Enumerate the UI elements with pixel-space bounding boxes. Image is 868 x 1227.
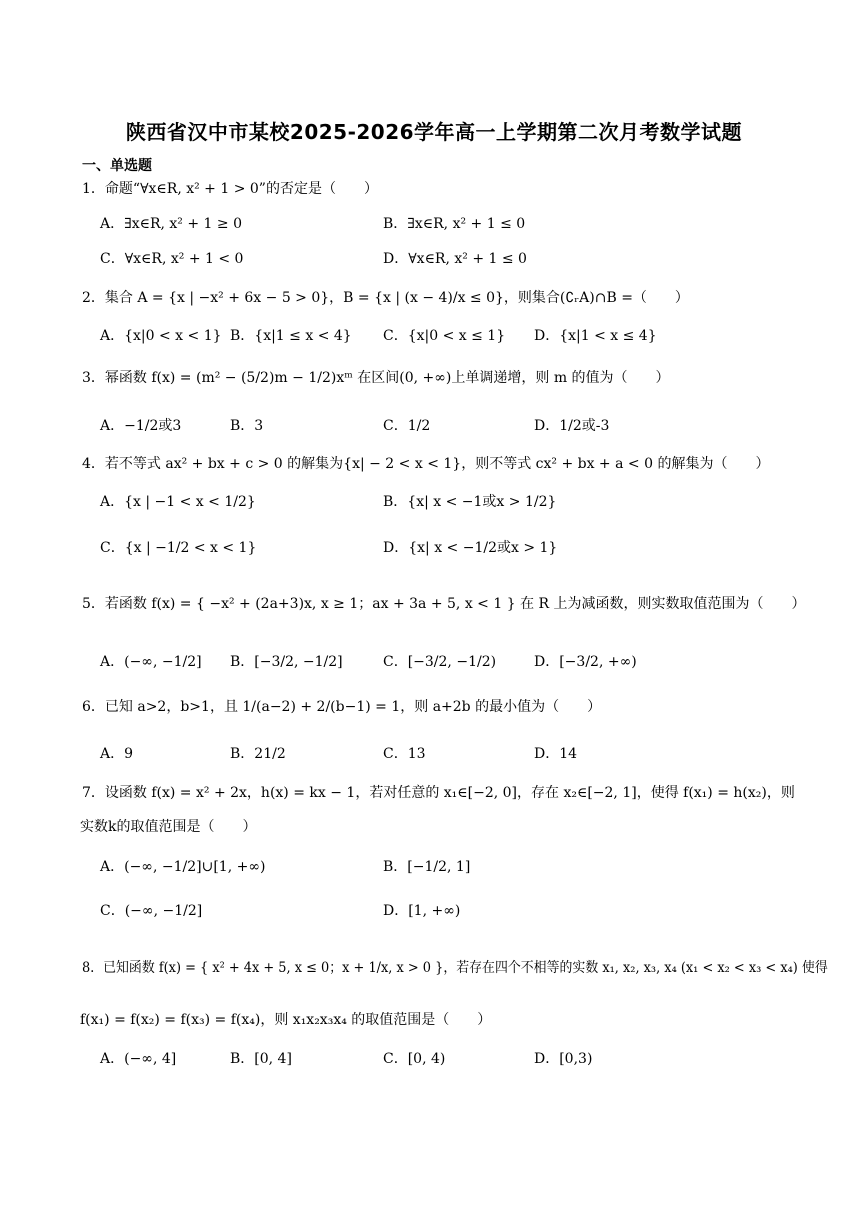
question-7-stem-continued: 实数k的取值范围是（ ）: [80, 819, 257, 835]
question-1-options-row-1: [100, 212, 800, 236]
option-b[interactable]: B．∃x∈R, x² + 1 ≤ 0: [383, 216, 526, 232]
question-5-options: [100, 650, 800, 674]
question-6-options: [100, 742, 800, 766]
question-1-options-row-2: [100, 247, 800, 271]
question-7-stem: 7．设函数 f(x) = x² + 2x，h(x) = kx − 1，若对任意的 x₁∈[−2, 0]，存在 x₂∈[−2, 1]，使得 f(x₁) = h(x₂)，则: [82, 785, 795, 801]
option-c[interactable]: C．1/2: [383, 418, 431, 434]
page-title: 陕西省汉中市某校2025-2026学年高一上学期第二次月考数学试题: [125, 120, 743, 144]
question-3-stem: 3．幂函数 f(x) = (m² − (5/2)m − 1/2)xᵐ 在区间(0, +∞)上单调递增，则 m 的值为（ ）: [82, 370, 670, 386]
option-c[interactable]: C．[0, 4): [383, 1051, 446, 1067]
option-a[interactable]: A．{x|0 < x < 1}: [100, 328, 222, 344]
question-4-stem: 4．若不等式 ax² + bx + c > 0 的解集为{x| − 2 < x < 1}，则不等式 cx² + bx + a < 0 的解集为（ ）: [82, 456, 770, 472]
option-b[interactable]: B．21/2: [230, 746, 286, 762]
question-6-stem: 6．已知 a>2，b>1，且 1/(a−2) + 2/(b−1) = 1，则 a+2b 的最小值为（ ）: [82, 699, 602, 715]
option-d[interactable]: D．14: [534, 746, 578, 762]
option-c[interactable]: C．(−∞, −1/2]: [100, 903, 203, 919]
question-7-options-row-2: [100, 899, 800, 923]
option-c[interactable]: C．{x|0 < x ≤ 1}: [383, 328, 506, 344]
option-b[interactable]: B．[−3/2, −1/2]: [230, 654, 343, 670]
question-2-options: [100, 324, 800, 348]
option-b[interactable]: B．{x|1 ≤ x < 4}: [230, 328, 352, 344]
option-b[interactable]: B．{x| x < −1或x > 1/2}: [383, 494, 557, 510]
section-heading: 一、单选题: [82, 158, 152, 174]
option-d[interactable]: D．[0,3): [534, 1051, 593, 1067]
question-5-stem: 5．若函数 f(x) = { −x² + (2a+3)x, x ≥ 1；ax + 3a + 5, x < 1 } 在 R 上为减函数，则实数取值范围为（ ）: [82, 596, 806, 612]
question-8-stem-continued: f(x₁) = f(x₂) = f(x₃) = f(x₄)，则 x₁x₂x₃x₄ 的取值范围是（ ）: [80, 1012, 492, 1028]
option-d[interactable]: D．{x| x < −1/2或x > 1}: [383, 540, 558, 556]
option-c[interactable]: C．∀x∈R, x² + 1 < 0: [100, 251, 244, 267]
option-a[interactable]: A．(−∞, 4]: [100, 1051, 177, 1067]
option-d[interactable]: D．∀x∈R, x² + 1 ≤ 0: [383, 251, 527, 267]
option-a[interactable]: A．9: [100, 746, 134, 762]
option-a[interactable]: A．(−∞, −1/2]∪[1, +∞): [100, 859, 266, 875]
question-7-options-row-1: [100, 855, 800, 879]
question-1-stem: 1．命题“∀x∈R, x² + 1 > 0”的否定是（ ）: [82, 181, 378, 197]
option-d[interactable]: D．[−3/2, +∞): [534, 654, 637, 670]
question-4-options-row-2: [100, 536, 800, 560]
option-b[interactable]: B．[−1/2, 1]: [383, 859, 471, 875]
question-4-options-row-1: [100, 490, 800, 514]
question-8-stem: 8．已知函数 f(x) = { x² + 4x + 5, x ≤ 0；x + 1/x, x > 0 }，若存在四个不相等的实数 x₁, x₂, x₃, x₄ (x₁ < x₂ < x₃ < x₄) 使得: [82, 960, 828, 976]
option-b[interactable]: B．[0, 4]: [230, 1051, 292, 1067]
option-c[interactable]: C．[−3/2, −1/2): [383, 654, 497, 670]
question-2-stem: 2．集合 A = {x | −x² + 6x − 5 > 0}，B = {x | (x − 4)/x ≤ 0}，则集合(∁ᵣA)∩B =（ ）: [82, 290, 689, 306]
option-a[interactable]: A．∃x∈R, x² + 1 ≥ 0: [100, 216, 242, 232]
option-d[interactable]: D．[1, +∞): [383, 903, 461, 919]
question-3-options: [100, 414, 800, 438]
option-a[interactable]: A．{x | −1 < x < 1/2}: [100, 494, 256, 510]
question-8-options: [100, 1047, 800, 1071]
option-a[interactable]: A．−1/2或3: [100, 418, 182, 434]
option-c[interactable]: C．{x | −1/2 < x < 1}: [100, 540, 257, 556]
option-c[interactable]: C．13: [383, 746, 426, 762]
option-d[interactable]: D．1/2或-3: [534, 418, 610, 434]
option-b[interactable]: B．3: [230, 418, 264, 434]
option-d[interactable]: D．{x|1 < x ≤ 4}: [534, 328, 657, 344]
option-a[interactable]: A．(−∞, −1/2]: [100, 654, 202, 670]
